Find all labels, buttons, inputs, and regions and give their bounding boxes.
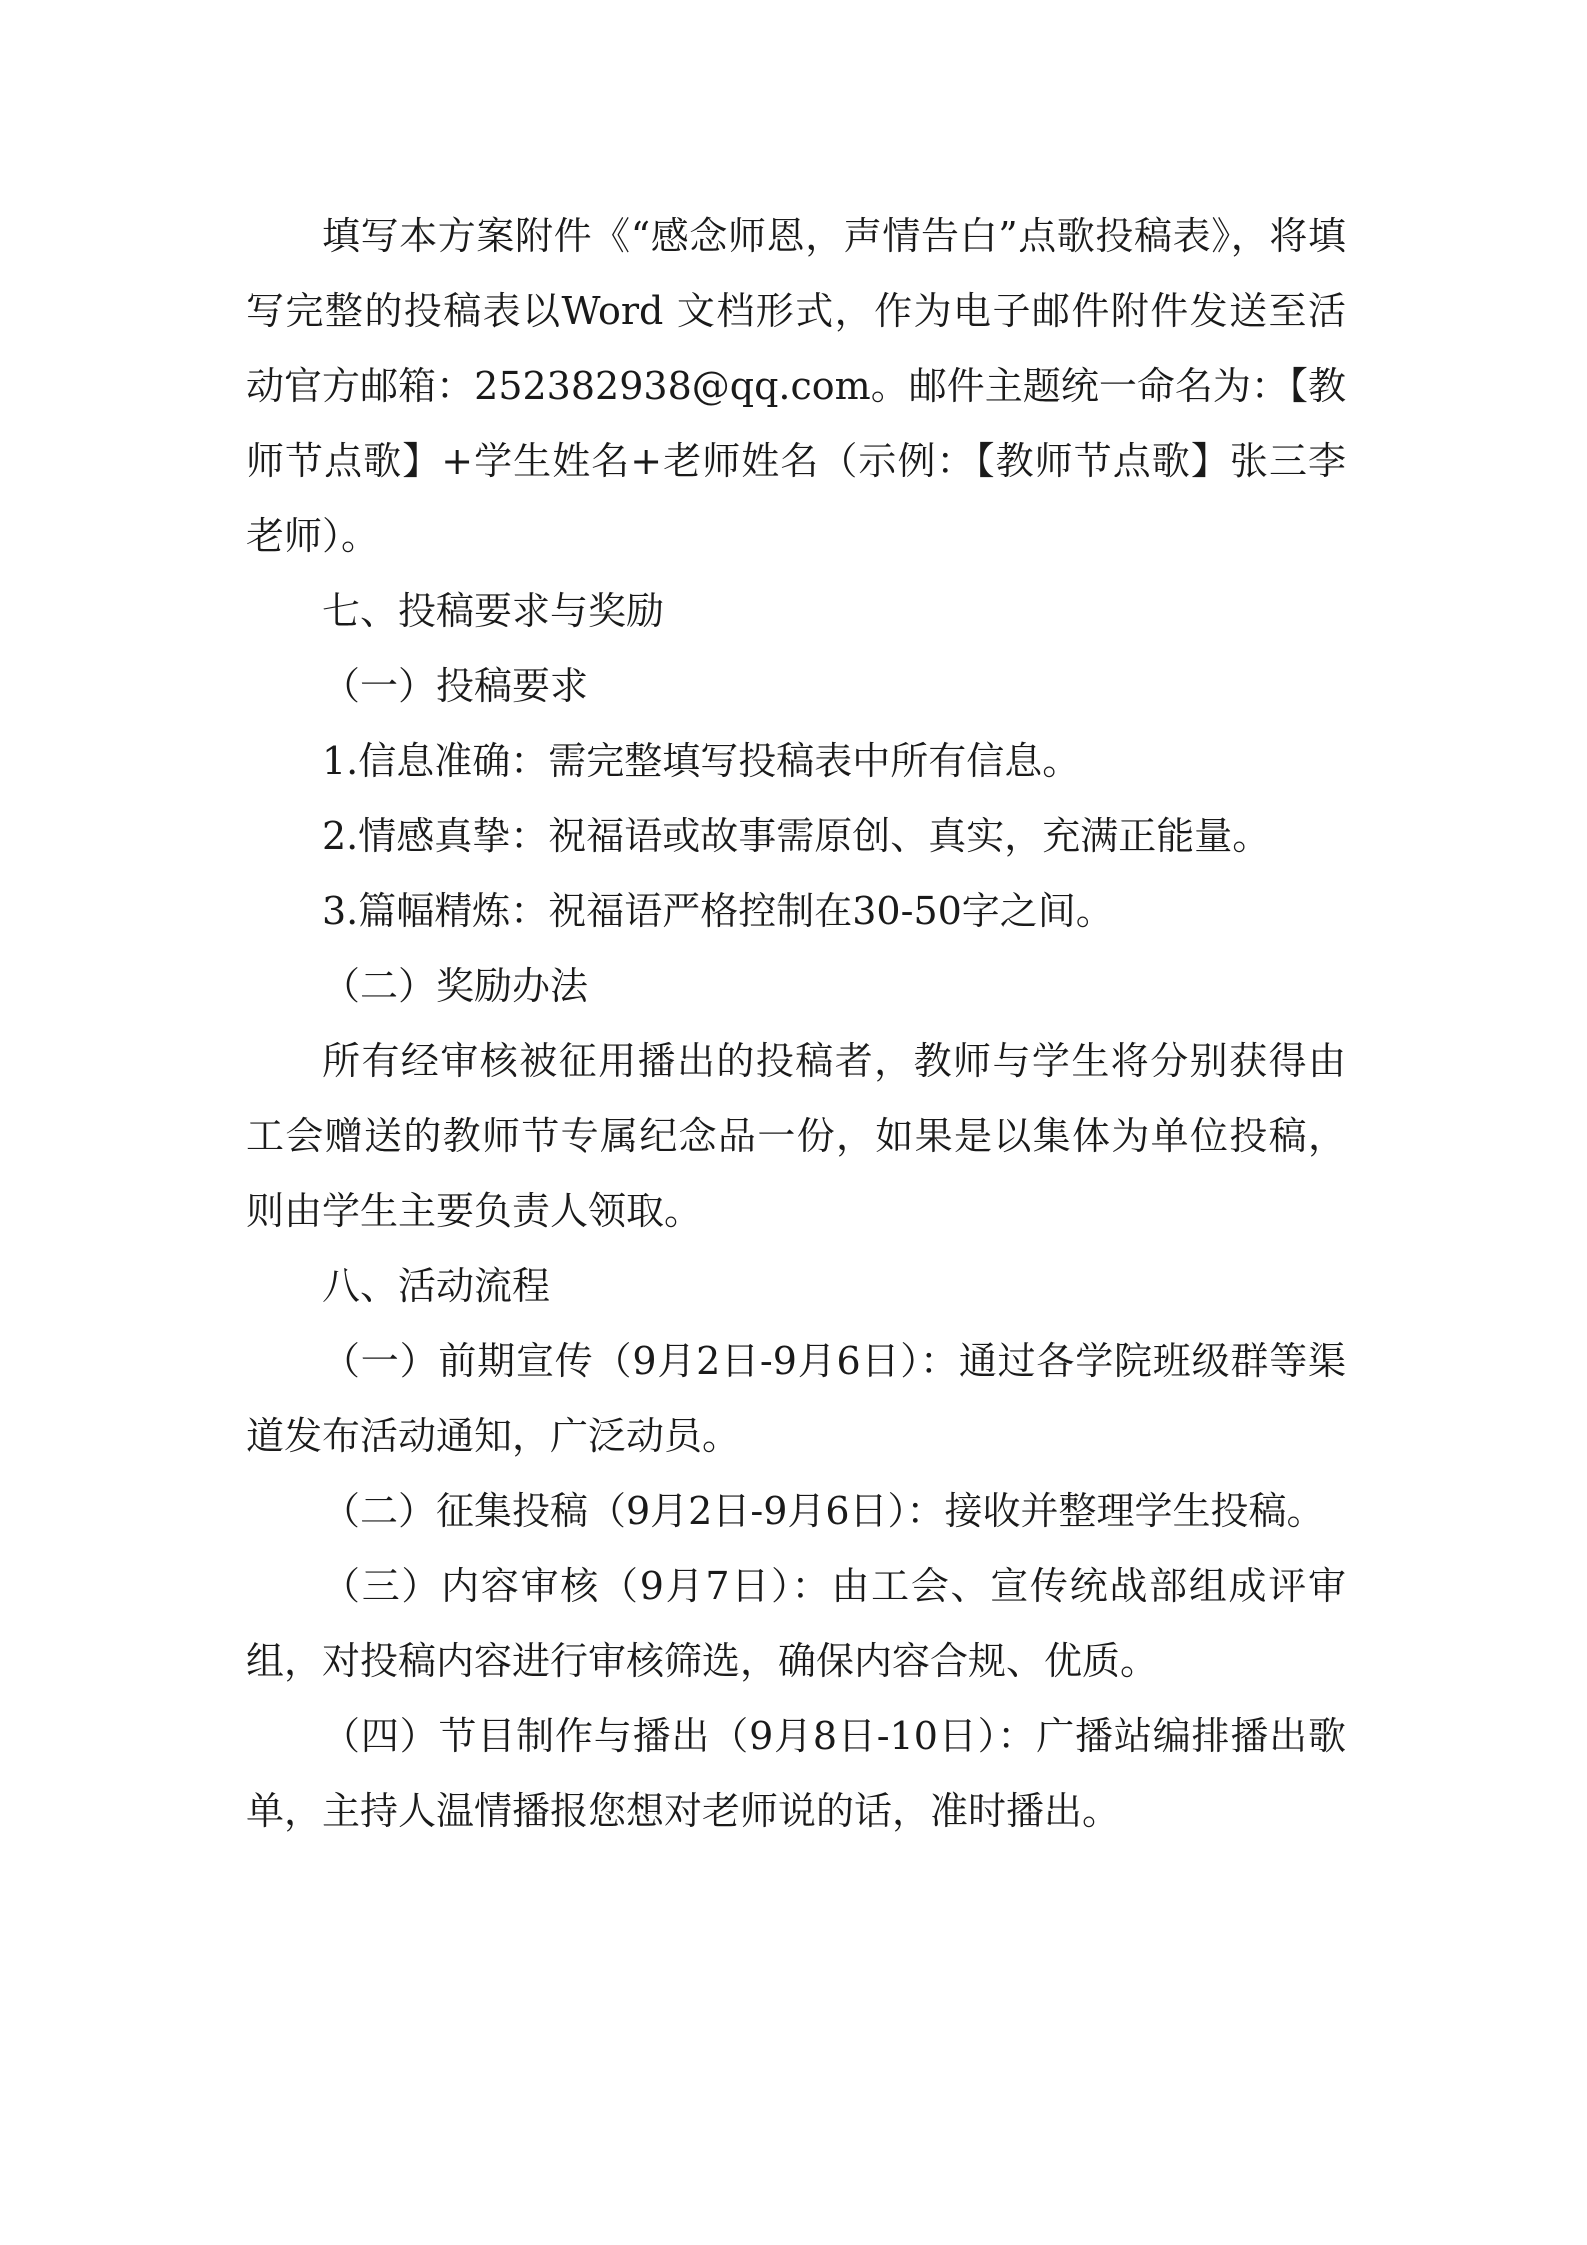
- section-heading-requirements-rewards: 七、投稿要求与奖励: [322, 589, 665, 633]
- requirement-item-concise-length: 3.篇幅精炼：祝福语严格控制在30-50字之间。: [322, 889, 1114, 933]
- subheading-reward-method: （二）奖励办法: [322, 964, 589, 1008]
- process-item-publicity: （一）前期宣传（9月2日-9月6日）：通过各学院班级群等渠道发布活动通知，广泛动员。: [246, 1339, 1346, 1458]
- subheading-submission-requirements: （一）投稿要求: [322, 664, 589, 708]
- process-item-production-broadcast: （四）节目制作与播出（9月8日-10日）：广播站编排播出歌单，主持人温情播报您想对老师说的话，准时播出。: [246, 1714, 1346, 1833]
- process-item-review: （三）内容审核（9月7日）：由工会、宣传统战部组成评审组，对投稿内容进行审核筛选，确保内容合规、优质。: [246, 1564, 1346, 1683]
- requirement-item-sincere-emotion: 2.情感真挚：祝福语或故事需原创、真实，充满正能量。: [322, 814, 1271, 858]
- process-item-collection: （二）征集投稿（9月2日-9月6日）：接收并整理学生投稿。: [322, 1489, 1325, 1533]
- paragraph-submission-method: 填写本方案附件《“感念师恩，声情告白”点歌投稿表》，将填写完整的投稿表以Word 文档形式，作为电子邮件附件发送至活动官方邮箱：252382938@qq.com。邮件主题统一命名为：【教师节点歌】+学生姓名+老师姓名（示例：【教师节点歌】张三李老师）。: [246, 214, 1347, 558]
- requirement-item-accurate-info: 1.信息准确：需完整填写投稿表中所有信息。: [322, 739, 1081, 783]
- paragraph-reward-details: 所有经审核被征用播出的投稿者，教师与学生将分别获得由工会赠送的教师节专属纪念品一份，如果是以集体为单位投稿，则由学生主要负责人领取。: [246, 1039, 1346, 1233]
- section-heading-activity-process: 八、活动流程: [322, 1264, 551, 1308]
- document-body: [246, 199, 1346, 1849]
